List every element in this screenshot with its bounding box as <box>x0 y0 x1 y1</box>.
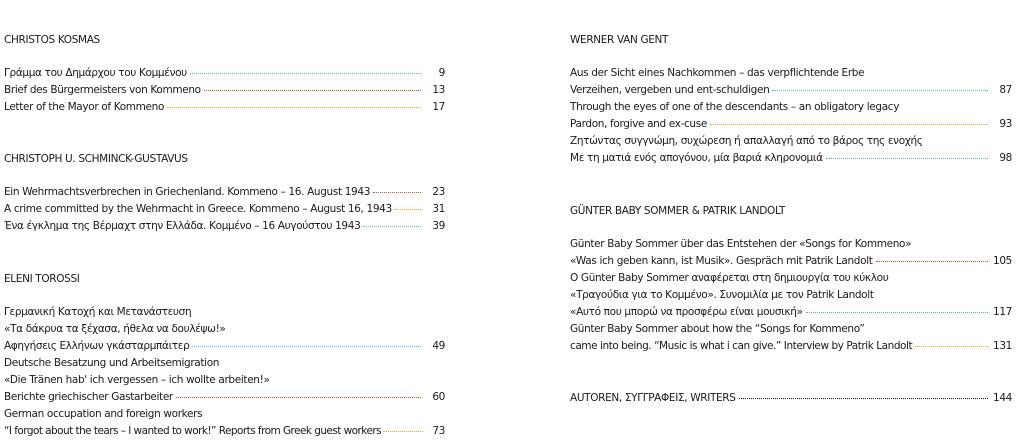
toc-entry-line: Ζητώντας συγγνώμη, συχώρεση ή απαλλαγή από το βάρος της ενοχής <box>570 135 923 147</box>
page-number: 49 <box>432 340 445 352</box>
dot-leader <box>915 346 988 347</box>
dot-leader <box>192 346 421 347</box>
toc-entry[interactable] <box>570 135 1012 169</box>
toc-entry-line: Γερμανική Κατοχή και Μετανάστευση <box>4 306 192 318</box>
toc-entry-line: Günter Baby Sommer über das Entstehen der «Songs for Kommeno» <box>570 238 912 250</box>
dot-leader <box>395 209 421 210</box>
toc-entry-title: «Was ich geben kann, ist Musik». Gespräch mit Patrik Landolt <box>570 255 873 267</box>
toc-entry-title: Γράμμα του Δημάρχου του Κομμένου <box>4 67 187 79</box>
toc-entry[interactable] <box>570 238 1012 272</box>
page-number: 31 <box>432 203 445 215</box>
page-number: 117 <box>993 306 1012 318</box>
toc-entry-title: Με τη ματιά ενός απογόνου, μία βαριά κληρονομιά <box>570 152 823 164</box>
toc-entry-line: Günter Baby Sommer about how the “Songs for Kommeno” <box>570 323 865 335</box>
toc-entry-line: «Τραγούδια για το Κομμένο». Συνομιλία με τον Patrik Landolt <box>570 289 874 301</box>
toc-entry-title: A crime committed by the Wehrmacht in Greece. Kommeno – August 16, 1943 <box>4 203 392 215</box>
toc-entry[interactable] <box>4 306 445 357</box>
toc-entry-title: Αφηγήσεις Ελλήνων γκάσταρμπάιτερ <box>4 340 190 352</box>
toc-entry-title: «Αυτό που μπορώ να προσφέρω είναι μουσική» <box>570 306 803 318</box>
dot-leader <box>806 312 988 313</box>
dot-leader <box>710 124 988 125</box>
toc-entry[interactable] <box>4 101 445 118</box>
toc-entry-line: Deutsche Besatzung und Arbeitsemigration <box>4 357 220 369</box>
page-number: 87 <box>999 84 1012 96</box>
toc-entry[interactable] <box>4 203 445 220</box>
dot-leader <box>739 398 988 399</box>
page-number: 9 <box>438 67 445 79</box>
page-number: 73 <box>432 425 445 437</box>
toc-entry-title: Pardon, forgive and ex-cuse <box>570 118 707 130</box>
dot-leader <box>190 73 421 74</box>
toc-entry[interactable] <box>570 67 1012 101</box>
toc-entry[interactable] <box>4 220 445 237</box>
toc-entry-writers[interactable] <box>570 392 1012 409</box>
toc-entry-line: Through the eyes of one of the descendants – an obligatory legacy <box>570 101 900 113</box>
dot-leader <box>383 431 423 432</box>
section-heading-schminck-gustavus: CHRISTOPH U. SCHMINCK-GUSTAVUS <box>4 153 188 165</box>
toc-entry-title: “I forgot about the tears – I wanted to work!” Reports from Greek guest workers <box>4 425 382 437</box>
toc-entry[interactable] <box>570 272 1012 323</box>
toc-entry-line: «Die Tränen hab' ich vergessen – ich wollte arbeiten!» <box>4 374 270 386</box>
toc-entry[interactable] <box>4 408 445 442</box>
section-heading-christos-kosmas: CHRISTOS KOSMAS <box>4 34 100 46</box>
toc-entry[interactable] <box>4 84 445 101</box>
page-number: 13 <box>432 84 445 96</box>
toc-entry-title: Letter of the Mayor of Kommeno <box>4 101 165 113</box>
page-number: 39 <box>432 220 445 232</box>
page-number: 131 <box>993 340 1012 352</box>
section-heading-eleni-torossi: ELENI TOROSSI <box>4 273 80 285</box>
toc-entry[interactable] <box>4 357 445 408</box>
section-heading-werner-van-gent: WERNER VAN GENT <box>570 34 669 46</box>
page-number: 105 <box>993 255 1012 267</box>
page-number: 23 <box>432 186 445 198</box>
page-number: 144 <box>993 392 1012 404</box>
dot-leader <box>204 90 421 91</box>
toc-entry[interactable] <box>4 186 445 203</box>
toc-entry-title: AUTOREN, ΣΥΓΓΡΑΦΕΙΣ, WRITERS <box>570 392 736 404</box>
page-number: 17 <box>432 101 445 113</box>
toc-entry[interactable] <box>570 101 1012 135</box>
toc-entry-title: came into being. “Music is what i can give.” Interview by Patrik Landolt <box>570 340 913 352</box>
toc-entry-line: «Τα δάκρυα τα ξέχασα, ήθελα να δουλέψω!» <box>4 323 226 335</box>
toc-entry-line: Ο Günter Baby Sommer αναφέρεται στη δημιουργία του κύκλου <box>570 272 889 284</box>
toc-entry-title: Ένα έγκλημα της Βέρμαχτ στην Ελλάδα. Κομμένο – 16 Αυγούστου 1943 <box>4 220 361 232</box>
toc-entry-line: Aus der Sicht eines Nachkommen – das verpflichtende Erbe <box>570 67 865 79</box>
toc-entry-title: Ein Wehrmachtsverbrechen in Griechenland. Kommeno – 16. August 1943 <box>4 186 371 198</box>
page-number: 60 <box>432 391 445 403</box>
toc-entry[interactable] <box>570 323 1012 357</box>
dot-leader <box>373 192 421 193</box>
dot-leader <box>176 397 421 398</box>
dot-leader <box>167 107 421 108</box>
toc-entry-title: Verzeihen, vergeben und ent-schuldigen <box>570 84 770 96</box>
dot-leader <box>826 158 988 159</box>
dot-leader <box>363 226 421 227</box>
dot-leader <box>772 90 988 91</box>
dot-leader <box>876 261 988 262</box>
toc-entry-title: Berichte griechischer Gastarbeiter <box>4 391 173 403</box>
section-heading-sommer-landolt: GÜNTER BABY SOMMER & PATRIK LANDOLT <box>570 205 786 217</box>
page-number: 93 <box>999 118 1012 130</box>
toc-entry-title: Brief des Bürgermeisters von Kommeno <box>4 84 201 96</box>
toc-entry[interactable] <box>4 67 445 84</box>
toc-entry-line: German occupation and foreign workers <box>4 408 203 420</box>
page-number: 98 <box>999 152 1012 164</box>
